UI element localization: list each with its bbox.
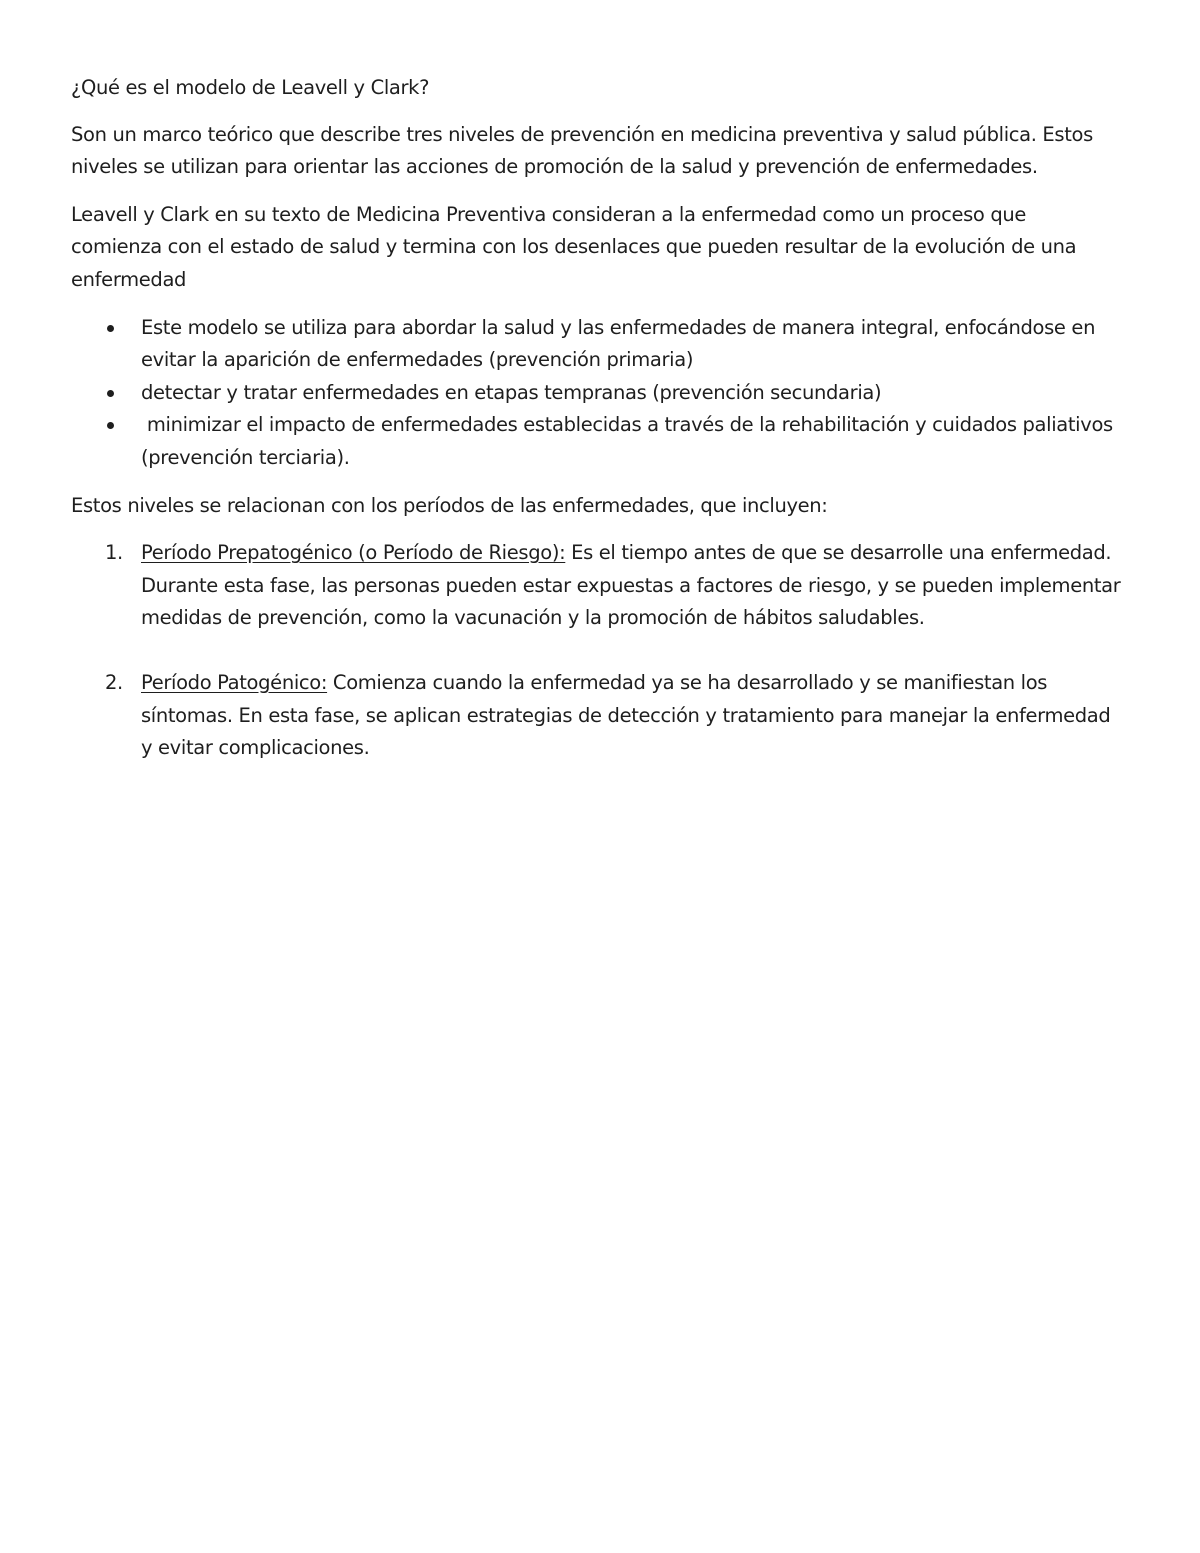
period-term: Período Prepatogénico (o Período de Riesgo): xyxy=(141,541,566,565)
list-item xyxy=(71,537,1121,635)
list-item xyxy=(71,377,1121,410)
document-page xyxy=(71,72,1121,765)
bullet-icon xyxy=(107,390,114,397)
period-description: Comienza cuando la enfermedad ya se ha desarrollado y se manifiestan los síntomas. En esta fase, se aplican estrategias de detección y tratamiento para manejar la enfermedad y evitar complicaciones. xyxy=(141,670,1111,760)
bullet-icon xyxy=(107,325,114,332)
list-item xyxy=(71,312,1121,377)
list-item xyxy=(71,667,1121,765)
disease-periods-list xyxy=(71,537,1121,765)
list-number: 1. xyxy=(105,541,123,565)
list-number: 2. xyxy=(105,670,123,694)
periods-intro-paragraph: Estos niveles se relacionan con los períodos de las enfermedades, que incluyen: xyxy=(71,493,828,517)
list-item xyxy=(71,409,1121,474)
list-item-text: Este modelo se utiliza para abordar la salud y las enfermedades de manera integral, enfocándose en evitar la aparición de enfermedades (prevención primaria) xyxy=(141,315,1096,372)
document-title: ¿Qué es el modelo de Leavell y Clark? xyxy=(71,76,430,99)
period-description: Es el tiempo antes de que se desarrolle una enfermedad. Durante esta fase, las personas pueden estar expuestas a factores de riesgo, y se pueden implementar medidas de prevención, como la vacunación y la promoción de hábitos saludables. xyxy=(141,541,1121,630)
bullet-icon xyxy=(107,422,114,429)
list-item-text: minimizar el impacto de enfermedades establecidas a través de la rehabilitación y cuidados paliativos (prevención terciaria). xyxy=(141,413,1119,469)
intro-paragraph: Son un marco teórico que describe tres niveles de prevención en medicina preventiva y salud pública. Estos niveles se utilizan para orientar las acciones de promoción de la salud y prevención de enfermedades. xyxy=(71,122,1093,179)
leavell-clark-paragraph: Leavell y Clark en su texto de Medicina Preventiva consideran a la enfermedad como un proceso que comienza con el estado de salud y termina con los desenlaces que pueden resultar de la evolución de una enfermedad xyxy=(71,202,1077,291)
list-item-text: detectar y tratar enfermedades en etapas tempranas (prevención secundaria) xyxy=(141,380,882,404)
period-term: Período Patogénico: xyxy=(141,670,328,694)
prevention-levels-list xyxy=(71,312,1121,475)
